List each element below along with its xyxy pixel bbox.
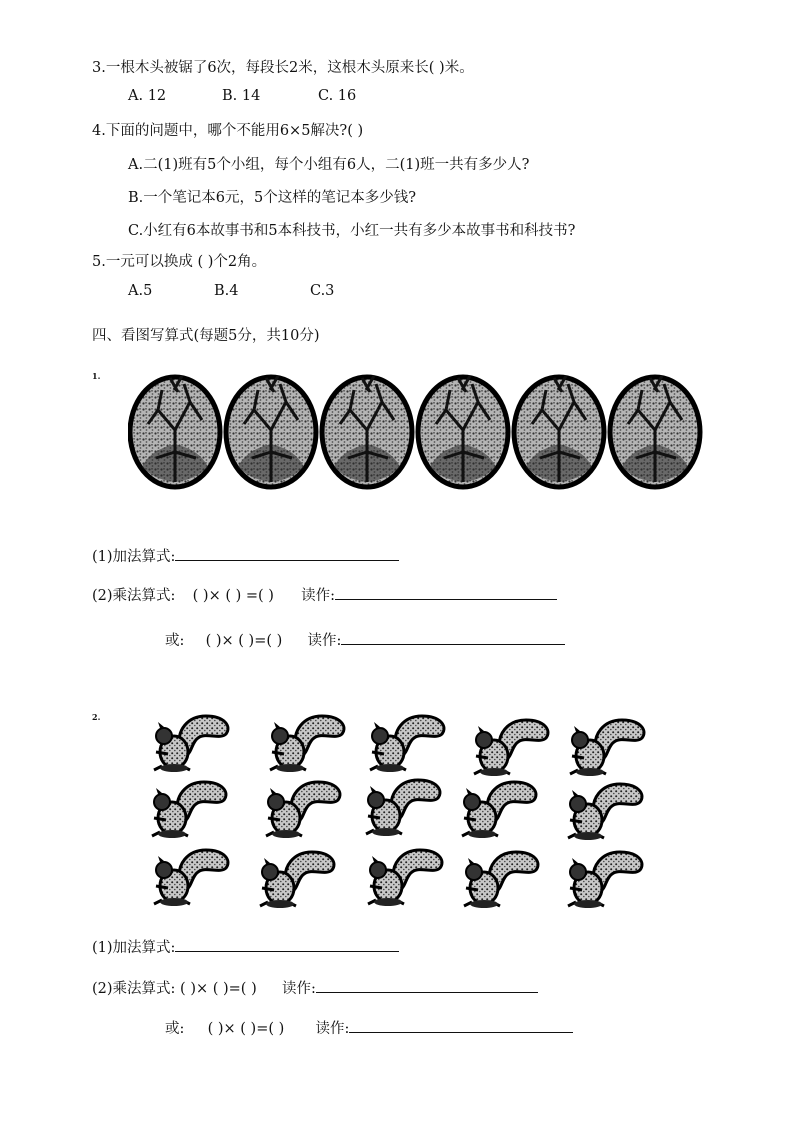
q5-option-b: B.4 xyxy=(214,283,239,299)
p2-or-read-answer-blank[interactable] xyxy=(349,1018,573,1033)
p1-addition-answer-blank[interactable] xyxy=(175,546,399,561)
peach-group-image xyxy=(128,366,708,492)
p2-or-expression[interactable]: ( )× ( )=( ) xyxy=(207,1021,285,1037)
problem-2-number: 2. xyxy=(92,712,101,722)
p1-mult-label: (2)乘法算式: xyxy=(92,588,176,604)
p1-or-read-label: 读作: xyxy=(307,633,342,649)
question-4: 4.下面的问题中，哪个不能用6×5解决?( ) xyxy=(92,123,364,139)
p2-or-read-label: 读作: xyxy=(315,1021,350,1037)
p2-mult-row xyxy=(92,977,538,998)
q4-option-c: C.小红有6本故事书和5本科技书，小红一共有多少本故事书和科技书? xyxy=(128,223,576,239)
p1-mult-expression[interactable]: ( )× ( ) =( ) xyxy=(192,588,274,604)
p2-read-answer-blank[interactable] xyxy=(316,978,538,993)
p2-mult-label: (2)乘法算式: xyxy=(92,981,176,997)
p2-addition-label: (1)加法算式: xyxy=(92,940,176,956)
section-heading: 四、看图写算式(每题5分，共10分) xyxy=(92,328,320,344)
p1-or-label: 或: xyxy=(165,633,185,649)
q4-option-b: B.一个笔记本6元，5个这样的笔记本多少钱? xyxy=(128,190,416,206)
p1-or-row xyxy=(165,629,565,650)
q5-option-a: A.5 xyxy=(128,283,153,299)
problem-1-number: 1. xyxy=(92,371,101,381)
question-5: 5.一元可以换成 ( )个2角。 xyxy=(92,254,267,270)
p2-addition-row xyxy=(92,936,399,957)
p2-or-label: 或: xyxy=(165,1021,185,1037)
q4-option-a: A.二(1)班有5个小组，每个小组有6人，二(1)班一共有多少人? xyxy=(128,157,530,173)
p1-addition-row xyxy=(92,545,399,566)
p1-addition-label: (1)加法算式: xyxy=(92,549,176,565)
p1-read-label: 读作: xyxy=(301,588,336,604)
q5-option-c: C.3 xyxy=(310,283,335,299)
q3-option-c: C. 16 xyxy=(318,88,357,104)
p1-or-read-answer-blank[interactable] xyxy=(341,630,565,645)
squirrel-group-image xyxy=(140,708,660,908)
p1-read-answer-blank[interactable] xyxy=(335,585,557,600)
p2-or-row xyxy=(165,1017,573,1038)
question-3: 3.一根木头被锯了6次，每段长2米，这根木头原来长( )米。 xyxy=(92,60,474,76)
p1-or-expression[interactable]: ( )× ( )=( ) xyxy=(205,633,283,649)
p1-mult-row xyxy=(92,584,557,605)
q3-option-b: B. 14 xyxy=(222,88,261,104)
p2-addition-answer-blank[interactable] xyxy=(175,937,399,952)
p2-mult-expression[interactable]: ( )× ( )=( ) xyxy=(180,981,257,997)
q3-option-a: A. 12 xyxy=(128,88,167,104)
p2-read-label: 读作: xyxy=(281,981,316,997)
